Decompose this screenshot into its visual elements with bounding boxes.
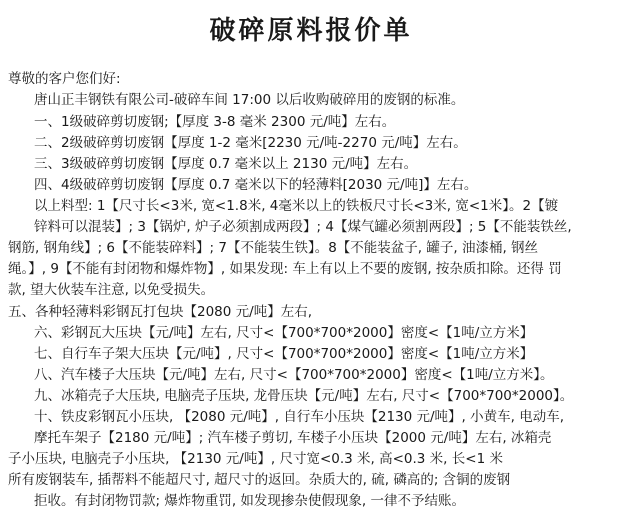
requirements-line-1: 以上料型: 1【尺寸长<3米, 宽<1.8米, 4毫米以上的铁板尺寸长<3米, 宽<1米】。2【镀	[34, 198, 559, 214]
greeting-line: 尊敬的客户您们好:	[8, 71, 121, 87]
requirements-line-4: 绳。】, 9【不能有封闭物和爆炸物】, 如果发现: 车上有以上不要的废钢, 按杂质扣除。还得 罚	[8, 261, 562, 277]
item-10-line-2: 摩托车架子【2180 元/吨】; 汽车楼子剪切, 车楼子小压块【2000 元/吨】左右, 冰箱壳	[34, 430, 552, 446]
item-6-line: 六、彩钢瓦大压块【元/吨】左右, 尺寸<【700*700*2000】密度<【1吨/立方米】	[34, 325, 534, 341]
grade-1-line: 一、1级破碎剪切废钢;【厚度 3-8 毫米 2300 元/吨】左右。	[34, 114, 396, 130]
requirements-line-5: 款, 望大伙装车注意, 以免受损失。	[8, 282, 215, 298]
item-10-line-3: 子小压块, 电脑壳子小压块, 【2130 元/吨】, 尺寸宽<0.3 米, 高<0.3 米, 长<1 米	[8, 451, 503, 467]
intro-line: 唐山正丰钢铁有限公司-破碎车间 17:00 以后收购破碎用的废钢的标准。	[34, 92, 465, 108]
grade-3-line: 三、3级破碎剪切废钢【厚度 0.7 毫米以上 2130 元/吨】左右。	[34, 156, 418, 172]
item-9-line: 九、冰箱壳子大压块, 电脑壳子压块, 龙骨压块【元/吨】左右, 尺寸<【700*700*2000】。	[34, 388, 574, 404]
document-title: 破碎原料报价单	[209, 16, 413, 46]
closing-line-2: 拒收。有封闭物罚款; 爆炸物重罚, 如发现掺杂使假现象, 一律不予结账。	[34, 493, 466, 509]
item-8-line: 八、汽车楼子大压块【元/吨】左右, 尺寸<【700*700*2000】密度<【1吨/立方米】。	[34, 367, 554, 383]
grade-4-line: 四、4级破碎剪切废钢【厚度 0.7 毫米以下的轻薄料[2030 元/吨]】左右。	[34, 177, 478, 193]
item-7-line: 七、自行车子架大压块【元/吨】, 尺寸<【700*700*2000】密度<【1吨/立方米】	[34, 346, 534, 362]
item-5-line: 五、各种轻薄料彩钢瓦打包块【2080 元/吨】左右,	[8, 304, 312, 320]
closing-line-1: 所有废钢装车, 插帮料不能超尺寸, 超尺寸的返回。杂质大的, 硫, 磷高的; 含铜的废钢	[8, 472, 511, 488]
requirements-line-2: 锌料可以混装】; 3【锅炉, 炉子必须割成两段】; 4【煤气罐必须割两段】; 5【不能装铁丝,	[34, 219, 572, 235]
grade-2-line: 二、2级破碎剪切废钢【厚度 1-2 毫米[2230 元/吨-2270 元/吨】左右。	[34, 135, 467, 151]
item-10-line-1: 十、铁皮彩钢瓦小压块, 【2080 元/吨】, 自行车小压块【2130 元/吨】, 小黄车, 电动车,	[34, 409, 565, 425]
requirements-line-3: 钢筋, 钢角线】; 6【不能装碎料】; 7【不能装生铁】。8【不能装盆子, 罐子, 油漆桶, 钢丝	[8, 240, 539, 256]
